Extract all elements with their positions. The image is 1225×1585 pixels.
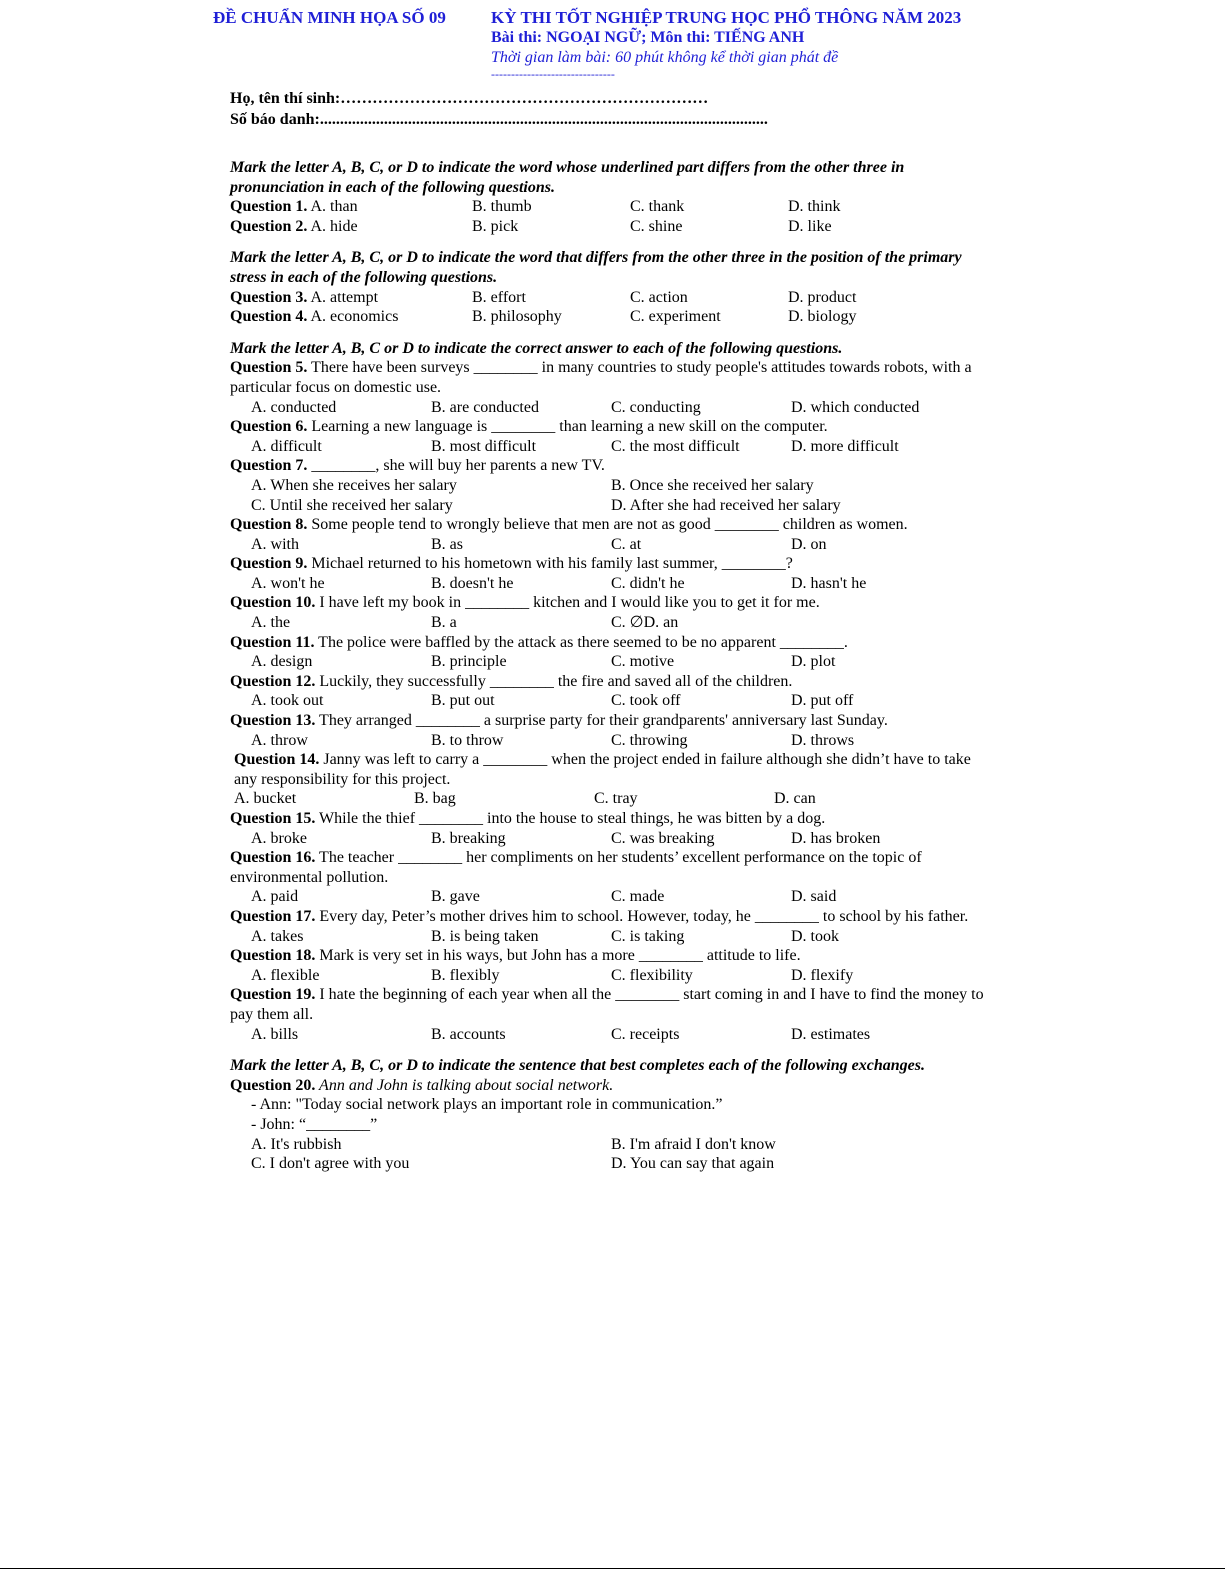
- option-row: [230, 1154, 985, 1174]
- option: C. action: [630, 288, 688, 306]
- question-row: [230, 288, 985, 308]
- option: C. flexibility: [611, 966, 693, 984]
- question-row: [230, 197, 985, 217]
- option-row: [230, 966, 985, 986]
- option: C. the most difficult: [611, 437, 740, 455]
- option: B. a: [431, 614, 457, 632]
- option: C. took off: [611, 692, 681, 710]
- question-label: Question 1.: [230, 198, 308, 216]
- question-stem: [230, 848, 985, 887]
- question-label: Question 2.: [230, 217, 308, 235]
- question-stem: [230, 711, 985, 731]
- option: B. Once she received her salary: [611, 476, 814, 494]
- option: A. took out: [251, 692, 324, 710]
- question-stem: [230, 593, 985, 613]
- question-text: ________, she will buy her parents a new TV.: [307, 457, 605, 475]
- question-label: Question 15.: [230, 810, 316, 827]
- question-label: Question 14.: [234, 751, 320, 769]
- question-label: Question 11.: [230, 633, 315, 651]
- question-label: Question 10.: [230, 594, 316, 612]
- option: D. You can say that again: [611, 1155, 775, 1173]
- question-label: Question 6.: [230, 418, 308, 436]
- option: D. has broken: [791, 829, 881, 847]
- question-label: Question 18.: [230, 947, 316, 965]
- option: B. breaking: [431, 829, 506, 847]
- option-row: [230, 613, 985, 633]
- option: B. as: [431, 535, 463, 553]
- option-row: [230, 574, 985, 594]
- option: A. When she receives her salary: [251, 476, 457, 494]
- exam-content: [230, 158, 985, 1174]
- option: C. is taking: [611, 927, 685, 945]
- option: C. receipts: [611, 1025, 680, 1043]
- question-text: Ann and John is talking about social network.: [315, 1076, 614, 1094]
- option: C. experiment: [630, 308, 721, 326]
- option: B. bag: [414, 790, 456, 808]
- option: B. principle: [431, 653, 507, 671]
- question-text: I hate the beginning of each year when all the ________ start coming in and I have to find the money to pay them all.: [230, 986, 984, 1023]
- option-row: [230, 1025, 985, 1045]
- option: A. won't he: [251, 574, 325, 592]
- option: A. bills: [251, 1025, 299, 1043]
- option: B. are conducted: [431, 398, 539, 416]
- option-row: [230, 652, 985, 672]
- exam-code: ĐỀ CHUẨN MINH HỌA SỐ 09: [213, 8, 446, 27]
- option: D. like: [788, 217, 832, 235]
- option: C. I don't agree with you: [251, 1155, 410, 1173]
- question-stem: [230, 554, 985, 574]
- option: C. shine: [630, 217, 683, 235]
- question-label: Question 4.: [230, 308, 308, 326]
- option: C. tray: [594, 790, 638, 808]
- header-divider: -------------------------------: [491, 67, 615, 81]
- student-name-label: Họ, tên thí sinh:……………………………………………………………: [230, 90, 709, 107]
- question-text: There have been surveys ________ in many countries to study people's attitudes towards robots, with a particular focus on domestic use.: [230, 359, 972, 396]
- question-label: Question 17.: [230, 907, 316, 925]
- option-row: [230, 437, 985, 457]
- question-stem: [230, 907, 985, 927]
- option: D. put off: [791, 692, 854, 710]
- option: B. accounts: [431, 1025, 506, 1043]
- option: A. difficult: [251, 437, 322, 455]
- option-row: [230, 927, 985, 947]
- option: B. to throw: [431, 731, 504, 749]
- section-instruction: Mark the letter A, B, C, or D to indicate the word that differs from the other three in the position of the primary stress in each of the following questions.: [230, 249, 962, 286]
- option: A. flexible: [251, 966, 320, 984]
- option: B. doesn't he: [431, 574, 514, 592]
- option: C. didn't he: [611, 574, 685, 592]
- exam-subject: Bài thi: NGOẠI NGỮ; Môn thi: TIẾNG ANH: [491, 29, 805, 46]
- question-label: Question 8.: [230, 516, 308, 534]
- option: D. After she had received her salary: [611, 496, 841, 514]
- option: C. thank: [630, 198, 685, 216]
- dialogue-line: - John: “________”: [251, 1115, 378, 1133]
- question-stem: [230, 358, 985, 397]
- question-label: Question 20.: [230, 1076, 316, 1094]
- question-label: Question 3.: [230, 288, 308, 306]
- option: C. made: [611, 888, 665, 906]
- option-row: [230, 496, 985, 516]
- question-text: While the thief ________ into the house to steal things, he was bitten by a dog.: [315, 810, 826, 827]
- option: D. product: [788, 288, 857, 306]
- option: D. took: [791, 927, 839, 945]
- option-row: [230, 731, 985, 751]
- question-text: Janny was left to carry a ________ when the project ended in failure although she didn’t have to take any responsibility for this project.: [234, 751, 971, 788]
- option: A. conducted: [251, 398, 337, 416]
- option-row: [230, 691, 985, 711]
- question-text: I have left my book in ________ kitchen and I would like you to get it for me.: [315, 594, 820, 612]
- option: A. takes: [251, 927, 304, 945]
- question-label: Question 12.: [230, 672, 316, 690]
- option: A. with: [251, 535, 299, 553]
- option: C. Until she received her salary: [251, 496, 453, 514]
- section-instruction: Mark the letter A, B, C or D to indicate the correct answer to each of the following questions.: [230, 339, 843, 357]
- option: C. conducting: [611, 398, 701, 416]
- option-row: [230, 829, 985, 849]
- exam-time: Thời gian làm bài: 60 phút không kể thời gian phát đề: [491, 49, 839, 66]
- dialogue-line: - Ann: "Today social network plays an important role in communication.”: [251, 1096, 723, 1114]
- option: Question 4. A. economics: [230, 308, 399, 326]
- option: A. bucket: [234, 790, 297, 808]
- question-text: Some people tend to wrongly believe that men are not as good ________ children as women.: [307, 516, 908, 534]
- option: A. It's rubbish: [251, 1135, 342, 1153]
- question-stem: [230, 985, 985, 1024]
- student-info: [230, 88, 768, 130]
- student-id-label: Số báo danh:................................................................................................................: [230, 111, 768, 128]
- option: B. effort: [472, 288, 526, 306]
- question-row: [230, 217, 985, 237]
- option: D. biology: [788, 308, 857, 326]
- question-stem: [230, 633, 985, 653]
- option-row: [230, 535, 985, 555]
- option: C. ∅D. an: [611, 614, 679, 632]
- option: C. throwing: [611, 731, 688, 749]
- question-label: Question 5.: [230, 359, 308, 377]
- question-stem: [230, 809, 985, 829]
- option: B. thumb: [472, 198, 532, 216]
- option-row: [230, 398, 985, 418]
- question-row: [230, 307, 985, 327]
- question-label: Question 19.: [230, 986, 316, 1004]
- option: B. most difficult: [431, 437, 537, 455]
- option-row: [230, 887, 985, 907]
- option: D. plot: [791, 653, 836, 671]
- option: Question 3. A. attempt: [230, 288, 379, 306]
- option: D. think: [788, 198, 841, 216]
- option: D. which conducted: [791, 398, 920, 416]
- question-text: They arranged ________ a surprise party for their grandparents' anniversary last Sunday.: [315, 712, 888, 730]
- option: D. more difficult: [791, 437, 899, 455]
- question-label: Question 7.: [230, 457, 308, 475]
- option: B. is being taken: [431, 927, 539, 945]
- option: A. broke: [251, 829, 307, 847]
- option: Question 2. A. hide: [230, 217, 358, 235]
- option-row: [230, 476, 985, 496]
- option: B. pick: [472, 217, 519, 235]
- option-row: [230, 789, 985, 809]
- option: A. throw: [251, 731, 308, 749]
- option: D. flexify: [791, 966, 854, 984]
- option: D. on: [791, 535, 827, 553]
- question-stem: [230, 515, 985, 535]
- option: A. paid: [251, 888, 299, 906]
- question-text: Every day, Peter’s mother drives him to school. However, today, he ________ to school by his father.: [315, 907, 969, 925]
- question-text: Learning a new language is ________ than learning a new skill on the computer.: [307, 418, 828, 436]
- question-stem: [230, 946, 985, 966]
- option: D. can: [774, 790, 816, 808]
- question-label: Question 13.: [230, 712, 316, 730]
- option: B. put out: [431, 692, 495, 710]
- question-label: Question 16.: [230, 849, 316, 867]
- option: D. said: [791, 888, 837, 906]
- option: D. estimates: [791, 1025, 871, 1043]
- option: C. motive: [611, 653, 675, 671]
- question-text: Luckily, they successfully ________ the fire and saved all of the children.: [315, 672, 793, 690]
- option: Question 1. A. than: [230, 198, 358, 216]
- option: B. philosophy: [472, 308, 562, 326]
- section-instruction: Mark the letter A, B, C, or D to indicate the word whose underlined part differs from the other three in pronunciation in each of the following questions.: [230, 159, 905, 196]
- section-instruction: Mark the letter A, B, C, or D to indicate the sentence that best completes each of the following exchanges.: [230, 1057, 925, 1075]
- option: A. design: [251, 653, 313, 671]
- question-text: The police were baffled by the attack as there seemed to be no apparent ________.: [314, 633, 848, 651]
- option-row: [230, 1135, 985, 1155]
- option: C. was breaking: [611, 829, 715, 847]
- exam-title: KỲ THI TỐT NGHIỆP TRUNG HỌC PHỔ THÔNG NĂM 2023: [491, 8, 962, 27]
- option: D. hasn't he: [791, 574, 867, 592]
- option: C. at: [611, 535, 642, 553]
- question-stem: [230, 750, 985, 789]
- option: D. throws: [791, 731, 855, 749]
- question-text: Michael returned to his hometown with his family last summer, ________?: [307, 555, 793, 573]
- option: B. I'm afraid I don't know: [611, 1135, 776, 1153]
- question-label: Question 9.: [230, 555, 308, 573]
- question-stem: [230, 456, 985, 476]
- exam-header: [491, 8, 961, 80]
- question-stem: [230, 672, 985, 692]
- question-text: Mark is very set in his ways, but John has a more ________ attitude to life.: [315, 947, 801, 965]
- option: B. gave: [431, 888, 480, 906]
- question-stem: [230, 417, 985, 437]
- option: B. flexibly: [431, 966, 500, 984]
- page-bottom-rule: [0, 1568, 1225, 1569]
- option: A. the: [251, 614, 291, 632]
- question-text: The teacher ________ her compliments on her students’ excellent performance on the topic of environmental pollution.: [230, 849, 922, 886]
- question-stem: [230, 1076, 985, 1096]
